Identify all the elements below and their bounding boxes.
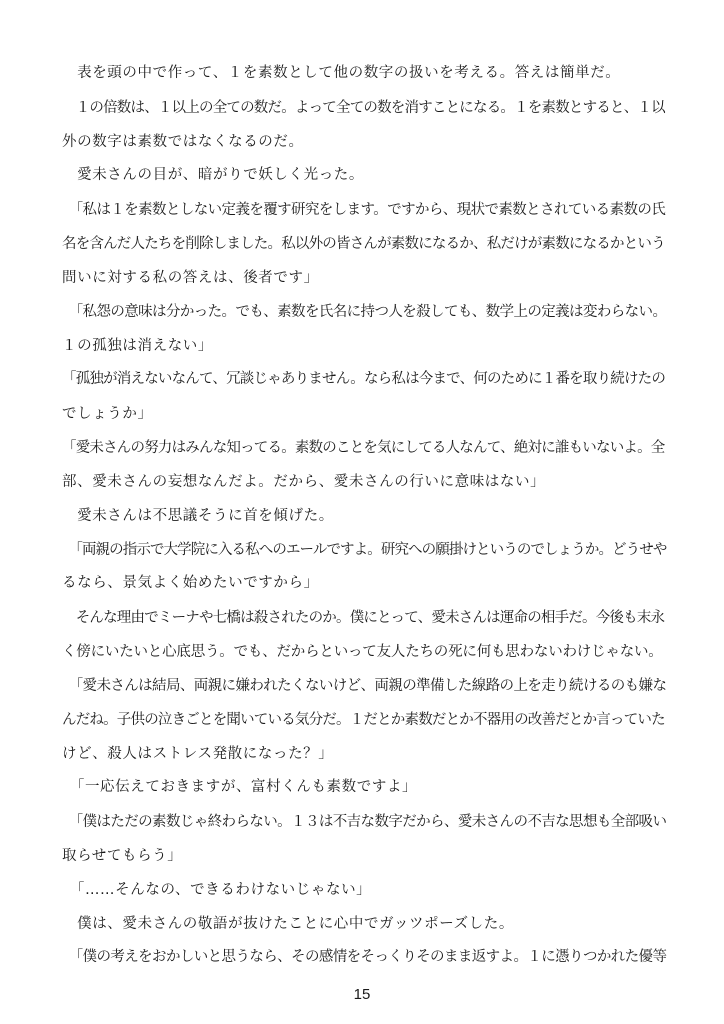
text-line: 「愛未さんは結局、両親に嫌われたくないけど、両親の準備した線路の上を走り続けるのも嫌な <box>62 678 667 694</box>
text-line: １の孤独は消えない」 <box>62 338 213 354</box>
text-line: 外の数字は素数ではなくなるのだ。 <box>62 134 304 150</box>
text-line: 「愛未さんの努力はみんな知ってる。素数のことを気にしてる人なんて、絶対に誰もいないよ。全 <box>62 440 665 456</box>
text-line: 愛未さんは不思議そうに首を傾げた。 <box>62 508 334 524</box>
text-line: 「孤独が消えないなんて、冗談じゃありません。なら私は今まで、何のために１番を取り続けたの <box>62 371 666 387</box>
text-line: でしょうか」 <box>62 406 153 422</box>
text-line: 「僕の考えをおかしいと思うなら、その感情をそっくりそのまま返すよ。１に憑りつかれた優等 <box>62 949 667 965</box>
text-line: 「……そんなの、できるわけないじゃない」 <box>62 882 372 898</box>
page-number: 15 <box>353 986 371 1003</box>
text-line: 「一応伝えておきますが、富村くんも素数ですよ」 <box>62 779 418 795</box>
text-line: 問いに対する私の答えは、後者です」 <box>62 270 319 286</box>
text-line: 表を頭の中で作って、１を素数として他の数字の扱いを考える。答えは簡単だ。 <box>62 65 621 81</box>
text-line: るなら、景気よく始めたいですから」 <box>62 575 319 591</box>
text-line: 「両親の指示で大学院に入る私へのエールですよ。研究への願掛けというのでしょうか。どうせや <box>62 542 667 558</box>
text-line: 部、愛未さんの妄想なんだよ。だから、愛未さんの行いに意味はない」 <box>62 474 546 490</box>
text-line: １の倍数は、１以上の全ての数だ。よって全ての数を消すことになる。１を素数とすると、１以 <box>62 100 665 116</box>
text-line: く傍にいたいと心底思う。でも、だからといって友人たちの死に何も思わないわけじゃない。 <box>62 644 663 660</box>
text-line: 愛未さんの目が、暗がりで妖しく光った。 <box>62 167 364 183</box>
text-line: けど、殺人はストレス発散になった？」 <box>62 746 334 762</box>
text-line: んだね。子供の泣きごとを聞いている気分だ。１だとか素数だとか不器用の改善だとか言っていた <box>62 712 665 728</box>
text-line: 「僕はただの素数じゃ終わらない。１３は不吉な数字だから、愛未さんの不吉な思想も全部吸い <box>62 814 667 830</box>
text-line: 取らせてもらう」 <box>62 848 183 864</box>
text-line: 僕は、愛未さんの敬語が抜けたことに心中でガッツポーズした。 <box>62 916 514 932</box>
text-line: 「私は１を素数としない定義を覆す研究をします。ですから、現状で素数とされている素数の氏 <box>62 202 666 218</box>
text-line: 名を含んだ人たちを削除しました。私以外の皆さんが素数になるか、私だけが素数になるかという <box>62 236 665 252</box>
text-line: そんな理由でミーナや七橋は殺されたのか。僕にとって、愛未さんは運命の相手だ。今後も末永 <box>62 610 665 626</box>
text-line: 「私怨の意味は分かった。でも、素数を氏名に持つ人を殺しても、数学上の定義は変わらない。 <box>62 304 667 320</box>
